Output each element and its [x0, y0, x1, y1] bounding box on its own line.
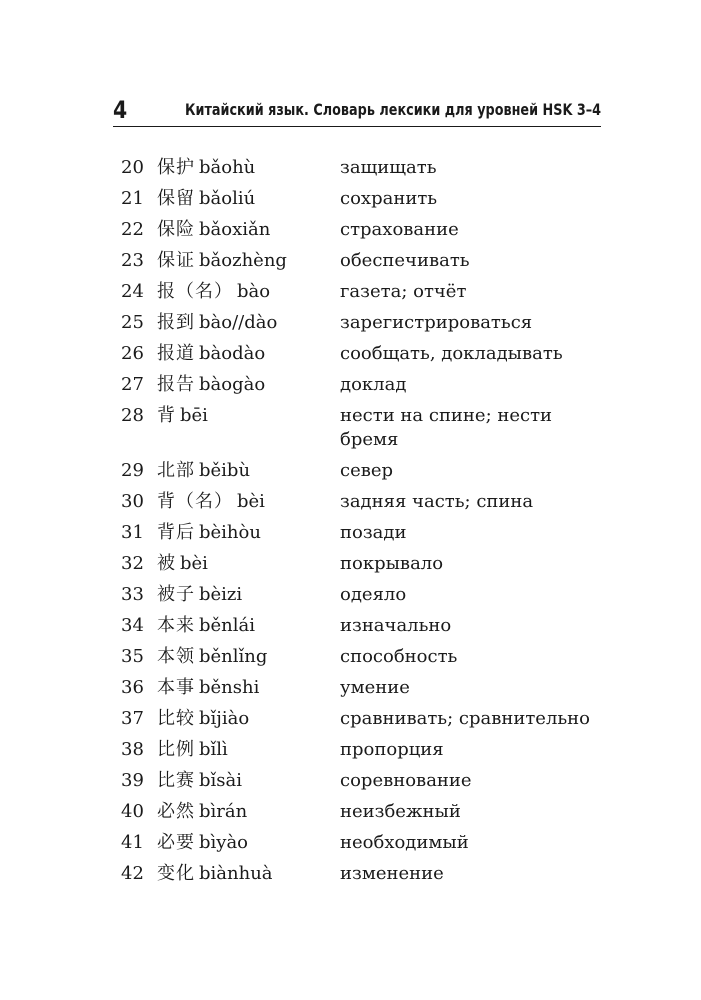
- vocabulary-entry: [121, 156, 601, 187]
- vocabulary-entry: [121, 645, 601, 676]
- entry-number: 20: [121, 157, 144, 178]
- entry-translation: одеяло: [340, 584, 407, 605]
- entry-hanzi: 保留: [157, 188, 195, 209]
- entry-hanzi: 比赛: [157, 770, 195, 791]
- entry-word: [157, 156, 255, 180]
- entry-pinyin: bǎozhèng: [199, 250, 287, 271]
- entry-hanzi: 被子: [157, 584, 195, 605]
- entry-pinyin: bèihòu: [199, 522, 261, 543]
- entry-pinyin: bèi: [180, 553, 208, 574]
- entry-hanzi: 被: [157, 553, 176, 574]
- vocabulary-entry: [121, 218, 601, 249]
- running-title: Китайский язык. Словарь лексики для уровней HSK 3–4: [184, 100, 601, 119]
- entry-hanzi: 本来: [157, 615, 195, 636]
- entry-pinyin: běnlái: [199, 615, 256, 636]
- entry-pinyin: bǐjiào: [199, 708, 250, 729]
- entry-hanzi: 比较: [157, 708, 195, 729]
- entry-translation: сообщать, докладывать: [340, 343, 563, 364]
- vocabulary-entry: [121, 249, 601, 280]
- entry-translation: изначально: [340, 615, 452, 636]
- entry-word: [157, 280, 270, 304]
- entry-number: 25: [121, 312, 144, 333]
- vocabulary-entry: [121, 769, 601, 800]
- entry-pinyin: bào: [237, 281, 271, 302]
- entry-number: 38: [121, 739, 144, 760]
- entry-word: [157, 373, 265, 397]
- entry-number: 23: [121, 250, 144, 271]
- entry-number: 21: [121, 188, 144, 209]
- entry-word: [157, 676, 259, 700]
- vocabulary-entry: [121, 583, 601, 614]
- header-rule: [113, 126, 601, 127]
- entry-translation: защищать: [340, 157, 437, 178]
- entry-word: [157, 552, 208, 576]
- entry-pinyin: bǎoliú: [199, 188, 256, 209]
- entry-number: 34: [121, 615, 144, 636]
- entry-word: [157, 862, 273, 886]
- entry-number: 39: [121, 770, 144, 791]
- vocabulary-entry: [121, 187, 601, 218]
- entry-number: 28: [121, 405, 144, 426]
- entry-hanzi: 保证: [157, 250, 195, 271]
- entry-translation: покрывало: [340, 553, 444, 574]
- vocabulary-list: [121, 156, 601, 893]
- entry-pinyin: bìyào: [199, 832, 249, 853]
- entry-translation: позади: [340, 522, 407, 543]
- entry-translation: север: [340, 460, 394, 481]
- page-header: [113, 96, 601, 128]
- entry-pinyin: bǐlì: [199, 739, 228, 760]
- entry-number: 35: [121, 646, 144, 667]
- entry-translation: сохранить: [340, 188, 438, 209]
- entry-translation: способность: [340, 646, 458, 667]
- entry-pinyin: běnshi: [199, 677, 260, 698]
- entry-translation: умение: [340, 677, 410, 698]
- entry-pinyin: bǎohù: [199, 157, 256, 178]
- entry-pinyin: bàogào: [199, 374, 266, 395]
- vocabulary-entry: [121, 459, 601, 490]
- entry-word: [157, 249, 287, 273]
- page-number: 4: [113, 96, 128, 124]
- vocabulary-entry: [121, 738, 601, 769]
- vocabulary-entry: [121, 614, 601, 645]
- entry-word: [157, 769, 242, 793]
- entry-number: 32: [121, 553, 144, 574]
- entry-pinyin: bǎoxiǎn: [199, 219, 271, 240]
- entry-hanzi: 本领: [157, 646, 195, 667]
- entry-translation: необходимый: [340, 832, 469, 853]
- vocabulary-entry: [121, 831, 601, 862]
- entry-hanzi: 本事: [157, 677, 195, 698]
- entry-word: [157, 521, 261, 545]
- entry-hanzi: 报道: [157, 343, 195, 364]
- entry-word: [157, 311, 277, 335]
- entry-word: [157, 583, 242, 607]
- entry-hanzi: 保护: [157, 157, 195, 178]
- entry-pinyin: bǐsài: [199, 770, 243, 791]
- vocabulary-entry: [121, 552, 601, 583]
- entry-translation: изменение: [340, 863, 444, 884]
- entry-word: [157, 490, 265, 514]
- entry-translation: зарегистрироваться: [340, 312, 533, 333]
- entry-number: 33: [121, 584, 144, 605]
- entry-translation: соревнование: [340, 770, 472, 791]
- entry-translation: доклад: [340, 374, 407, 395]
- entry-number: 24: [121, 281, 144, 302]
- entry-pinyin: bèi: [237, 491, 265, 512]
- entry-word: [157, 645, 267, 669]
- entry-translation: страхование: [340, 219, 459, 240]
- entry-word: [157, 459, 250, 483]
- entry-translation: неизбежный: [340, 801, 461, 822]
- entry-pinyin: běibù: [199, 460, 251, 481]
- vocabulary-entry: [121, 342, 601, 373]
- vocabulary-entry: [121, 676, 601, 707]
- entry-pinyin: bào//dào: [199, 312, 278, 333]
- entry-hanzi: 背（名）: [157, 491, 233, 512]
- vocabulary-entry: [121, 404, 601, 459]
- entry-pinyin: bìrán: [199, 801, 248, 822]
- entry-word: [157, 404, 208, 428]
- entry-word: [157, 831, 248, 855]
- entry-hanzi: 变化: [157, 863, 195, 884]
- entry-hanzi: 报（名）: [157, 281, 233, 302]
- vocabulary-entry: [121, 490, 601, 521]
- entry-translation: сравнивать; сравнительно: [340, 708, 591, 729]
- entry-translation: газета; отчёт: [340, 281, 467, 302]
- entry-number: 26: [121, 343, 144, 364]
- entry-word: [157, 218, 270, 242]
- entry-pinyin: bèizi: [199, 584, 243, 605]
- entry-translation: пропорция: [340, 739, 444, 760]
- entry-number: 30: [121, 491, 144, 512]
- entry-translation: нести на спине; нести бремя: [340, 405, 553, 450]
- entry-word: [157, 738, 228, 762]
- entry-pinyin: běnlǐng: [199, 646, 268, 667]
- entry-number: 29: [121, 460, 144, 481]
- entry-hanzi: 保险: [157, 219, 195, 240]
- vocabulary-entry: [121, 373, 601, 404]
- entry-word: [157, 342, 265, 366]
- entry-number: 42: [121, 863, 144, 884]
- entry-word: [157, 187, 255, 211]
- entry-hanzi: 报告: [157, 374, 195, 395]
- entry-word: [157, 800, 247, 824]
- vocabulary-entry: [121, 280, 601, 311]
- entry-number: 41: [121, 832, 144, 853]
- entry-translation: задняя часть; спина: [340, 491, 534, 512]
- entry-pinyin: bàodào: [199, 343, 266, 364]
- entry-number: 31: [121, 522, 144, 543]
- entry-word: [157, 707, 249, 731]
- vocabulary-entry: [121, 311, 601, 342]
- vocabulary-entry: [121, 707, 601, 738]
- entry-number: 40: [121, 801, 144, 822]
- entry-number: 27: [121, 374, 144, 395]
- entry-hanzi: 背后: [157, 522, 195, 543]
- entry-pinyin: biànhuà: [199, 863, 273, 884]
- entry-number: 36: [121, 677, 144, 698]
- entry-hanzi: 背: [157, 405, 176, 426]
- entry-hanzi: 必然: [157, 801, 195, 822]
- entry-word: [157, 614, 255, 638]
- entry-hanzi: 北部: [157, 460, 195, 481]
- entry-hanzi: 必要: [157, 832, 195, 853]
- entry-pinyin: bēi: [180, 405, 208, 426]
- entry-hanzi: 报到: [157, 312, 195, 333]
- entry-number: 22: [121, 219, 144, 240]
- entry-hanzi: 比例: [157, 739, 195, 760]
- vocabulary-entry: [121, 800, 601, 831]
- vocabulary-entry: [121, 521, 601, 552]
- entry-translation: обеспечивать: [340, 250, 470, 271]
- entry-number: 37: [121, 708, 144, 729]
- vocabulary-entry: [121, 862, 601, 893]
